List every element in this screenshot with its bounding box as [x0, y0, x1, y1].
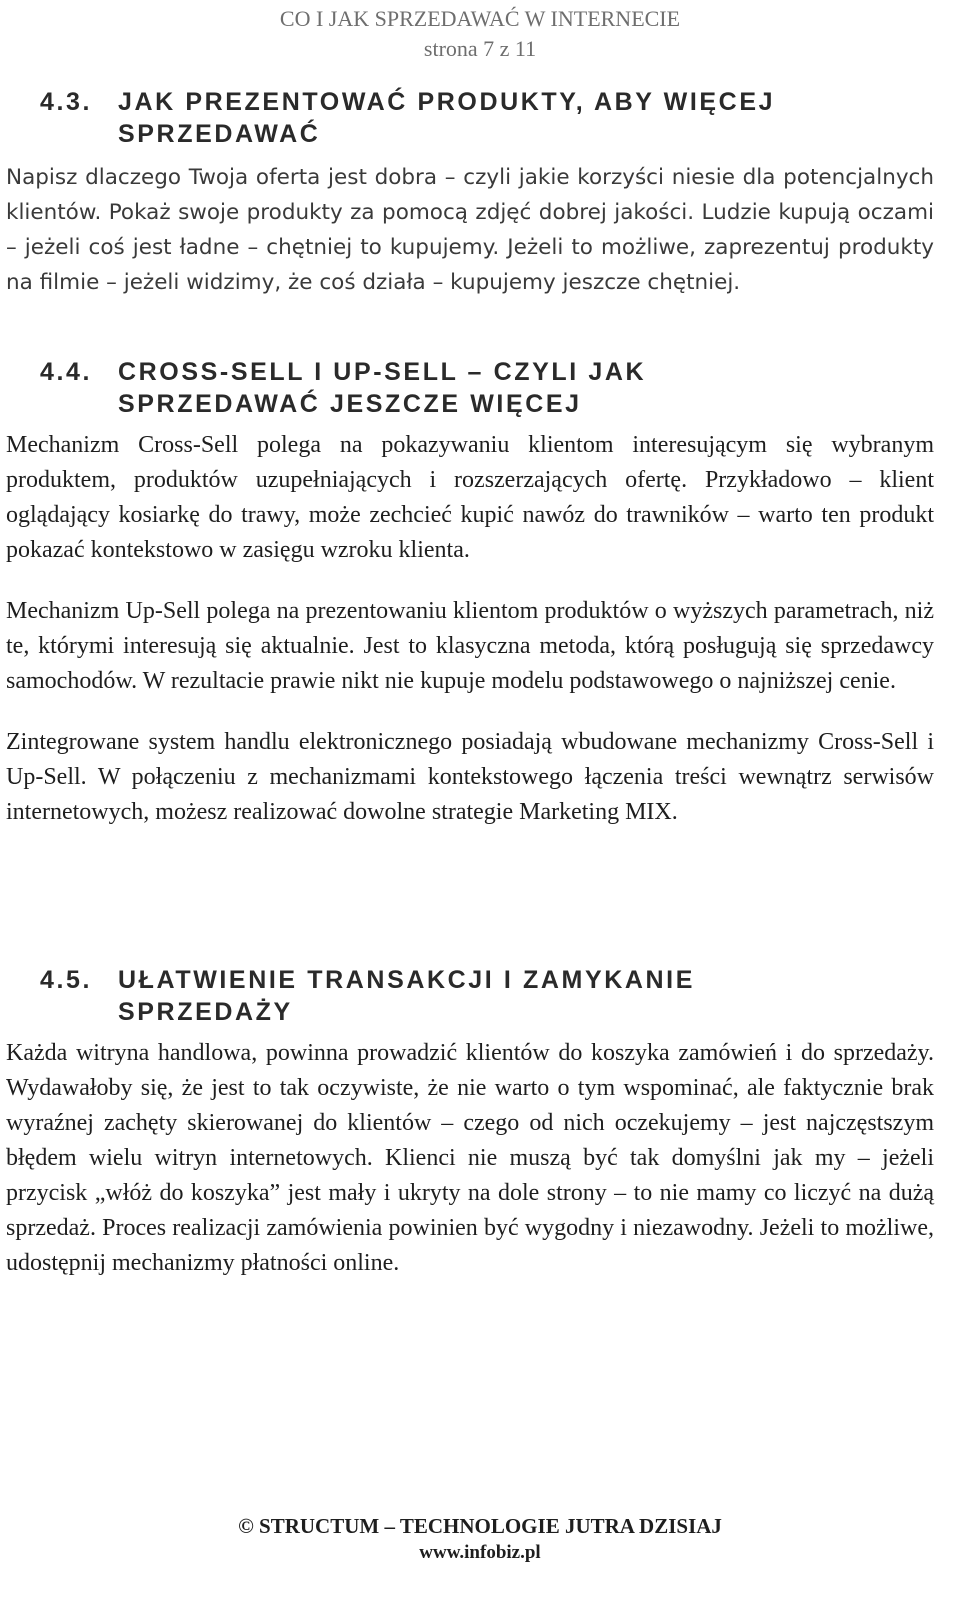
paragraph: Mechanizm Cross-Sell polega na pokazywaniu klientom interesującym się wybranym produktem, produktów uzupełniających i rozszerzających ofertę. Przykładowo – klient oglądający kosiarkę do trawy, może zechcieć kupić nawóz do trawników – warto ten produkt pokazać kontekstowo w zasięgu wzroku klienta. [6, 432, 934, 563]
section-title-line-2: SPRZEDAWAĆ [118, 120, 321, 148]
footer-website: www.infobiz.pl [419, 1542, 541, 1563]
section-title-line-2: SPRZEDAŻY [118, 998, 293, 1026]
page-footer [0, 1512, 960, 1566]
section-title-line-2: SPRZEDAWAĆ JESZCZE WIĘCEJ [118, 390, 582, 418]
paragraph: Mechanizm Up-Sell polega na prezentowaniu klientom produktów o wyższych parametrach, niż te, którymi interesują się aktualnie. Jest to klasyczna metoda, którą posługują się sprzedawcy samochodów. W rezultacie prawie nikt nie kupuje modelu podstawowego o najniższej cenie. [6, 598, 934, 694]
running-header [0, 4, 960, 64]
section-number: 4.3. [40, 88, 93, 116]
section-4-4 [6, 356, 958, 830]
paragraph: Zintegrowane system handlu elektronicznego posiadają wbudowane mechanizmy Cross-Sell i Up-Sell. W połączeniu z mechanizmami kontekstowego łączenia treści wewnątrz serwisów internetowych, możesz realizować dowolne strategie Marketing MIX. [6, 729, 934, 825]
paragraph: Napisz dlaczego Twoja oferta jest dobra – czyli jakie korzyści niesie dla potencjalnych klientów. Pokaż swoje produkty za pomocą zdjęć dobrej jakości. Ludzie kupują oczami – jeżeli coś jest ładne – chętniej to kupujemy. Jeżeli to możliwe, zaprezentuj produkty na filmie – jeżeli widzimy, że coś działa – kupujemy jeszcze chętniej. [6, 165, 934, 295]
section-number: 4.4. [40, 358, 93, 386]
paragraph: Każda witryna handlowa, powinna prowadzić klientów do koszyka zamówień i do sprzedaży. Wydawałoby się, że jest to tak oczywiste, że nie warto o tym wspominać, ale faktycznie brak wyraźnej zachęty skierowanej do klientów – czego od nich oczekujemy – jest najczęstszym błędem wielu witryn internetowych. Klienci nie muszą być tak domyślni jak my – jeżeli przycisk „włóż do koszyka” jest mały i ukryty na dole strony – to nie mamy co liczyć na dużą sprzedaż. Proces realizacji zamówienia powinien być wygodny i niezawodny. Jeżeli to możliwe, udostępnij mechanizmy płatności online. [6, 1040, 934, 1276]
page-number: strona 7 z 11 [423, 36, 537, 61]
section-4-5 [6, 964, 958, 1281]
section-heading [6, 964, 958, 1028]
document-title: CO I JAK SPRZEDAWAĆ W INTERNECIE [279, 6, 681, 31]
section-number: 4.5. [40, 966, 93, 994]
section-title-line-1: JAK PREZENTOWAĆ PRODUKTY, ABY WIĘCEJ [118, 88, 776, 116]
section-4-3 [6, 86, 958, 300]
footer-copyright: © STRUCTUM – TECHNOLOGIE JUTRA DZISIAJ [238, 1514, 722, 1538]
section-heading [6, 86, 958, 150]
section-heading [6, 356, 958, 420]
section-title-line-1: CROSS-SELL I UP-SELL – CZYLI JAK [118, 358, 647, 386]
section-title-line-1: UŁATWIENIE TRANSAKCJI I ZAMYKANIE [118, 966, 695, 994]
